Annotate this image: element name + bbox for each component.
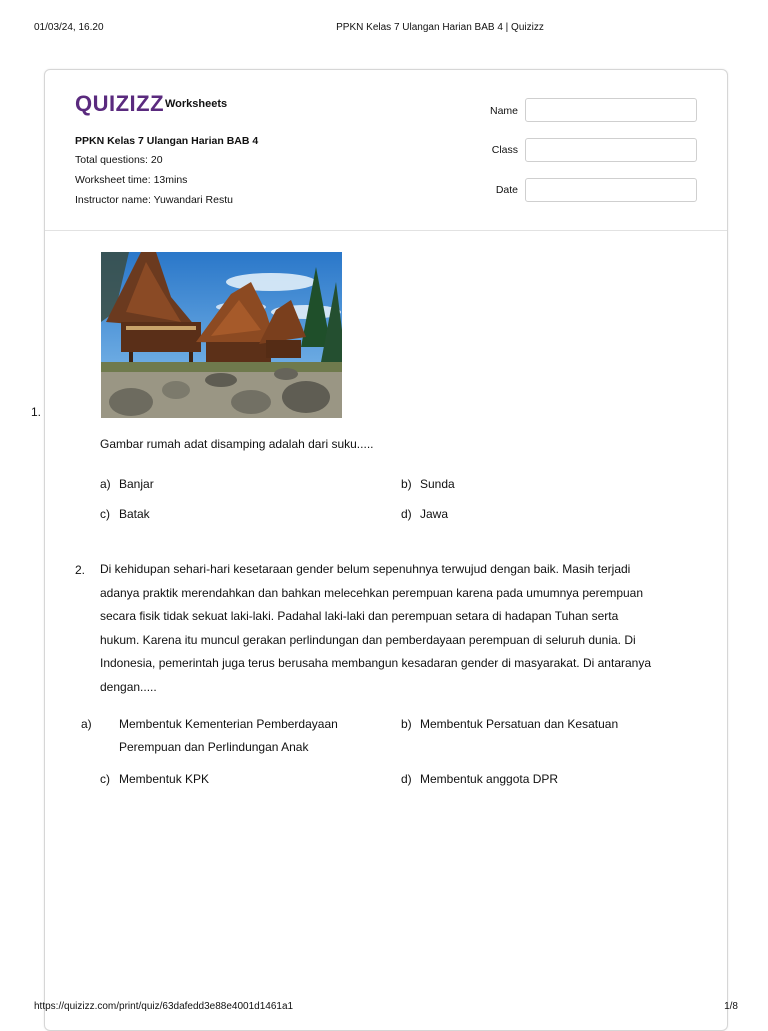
worksheet-card: [44, 69, 728, 1031]
quizizz-logo: QUIZIZZ: [75, 91, 165, 116]
question-text: Gambar rumah adat disamping adalah dari suku.....: [100, 437, 374, 451]
name-field[interactable]: [525, 98, 697, 122]
option-d: d) Membentuk anggota DPR: [401, 772, 559, 786]
option-b: b) Sunda: [401, 477, 455, 491]
name-label: Name: [489, 105, 518, 117]
option-d: d) Jawa: [401, 507, 449, 521]
question-text-line: Indonesia, pemerintah juga terus berusaha membangun kesadaran gender di masyarakat. Di antaranya: [100, 656, 652, 670]
worksheet-time: Worksheet time: 13mins: [75, 174, 188, 186]
option-c: c) Batak: [100, 507, 150, 521]
worksheet-header: [45, 70, 727, 231]
question-number: 2.: [75, 563, 86, 577]
class-field[interactable]: [525, 138, 697, 162]
total-questions: Total questions: 20: [75, 154, 163, 166]
option-a: a) Banjar: [100, 477, 154, 491]
option-c: c) Membentuk KPK: [100, 772, 210, 786]
print-page-title: PPKN Kelas 7 Ulangan Harian BAB 4 | Quizizz: [336, 22, 544, 33]
print-date: 01/03/24, 16.20: [34, 22, 104, 33]
question-text-line: hukum. Karena itu muncul gerakan perlindungan dan pemberdayaan perempuan di seluruh dunia. Di: [100, 632, 636, 647]
question-number: 1.: [31, 405, 42, 419]
logo-subtitle: Worksheets: [165, 98, 228, 110]
date-field[interactable]: [525, 178, 697, 202]
rumah-adat-photo: [101, 252, 342, 418]
option-a: a) Membentuk Kementerian Pemberdayaan Perempuan dan Perlindungan Anak: [81, 717, 338, 754]
print-url: https://quizizz.com/print/quiz/63dafedd3e88e4001d1461a1: [34, 1001, 294, 1012]
question-text-line: Di kehidupan sehari-hari kesetaraan gender belum sepenuhnya terwujud dengan baik. Masih terjadi: [100, 562, 631, 576]
question-text-line: adanya praktik merendahkan dan bahkan melecehkan perempuan karena pada umumnya perempuan: [100, 585, 644, 600]
date-label: Date: [495, 184, 518, 196]
option-b: b) Membentuk Persatuan dan Kesatuan: [401, 717, 619, 731]
question-text: [100, 558, 695, 699]
question-text-line: secara fisik tidak sekuat laki-laki. Padahal laki-laki dan perempuan setara di hadapan Tuhan serta: [100, 609, 619, 623]
page-number: 1/8: [724, 1001, 738, 1012]
question-text-line: dengan.....: [100, 679, 157, 694]
class-label: Class: [491, 144, 518, 156]
instructor-name: Instructor name: Yuwandari Restu: [75, 194, 233, 206]
quiz-title: PPKN Kelas 7 Ulangan Harian BAB 4: [75, 135, 259, 147]
